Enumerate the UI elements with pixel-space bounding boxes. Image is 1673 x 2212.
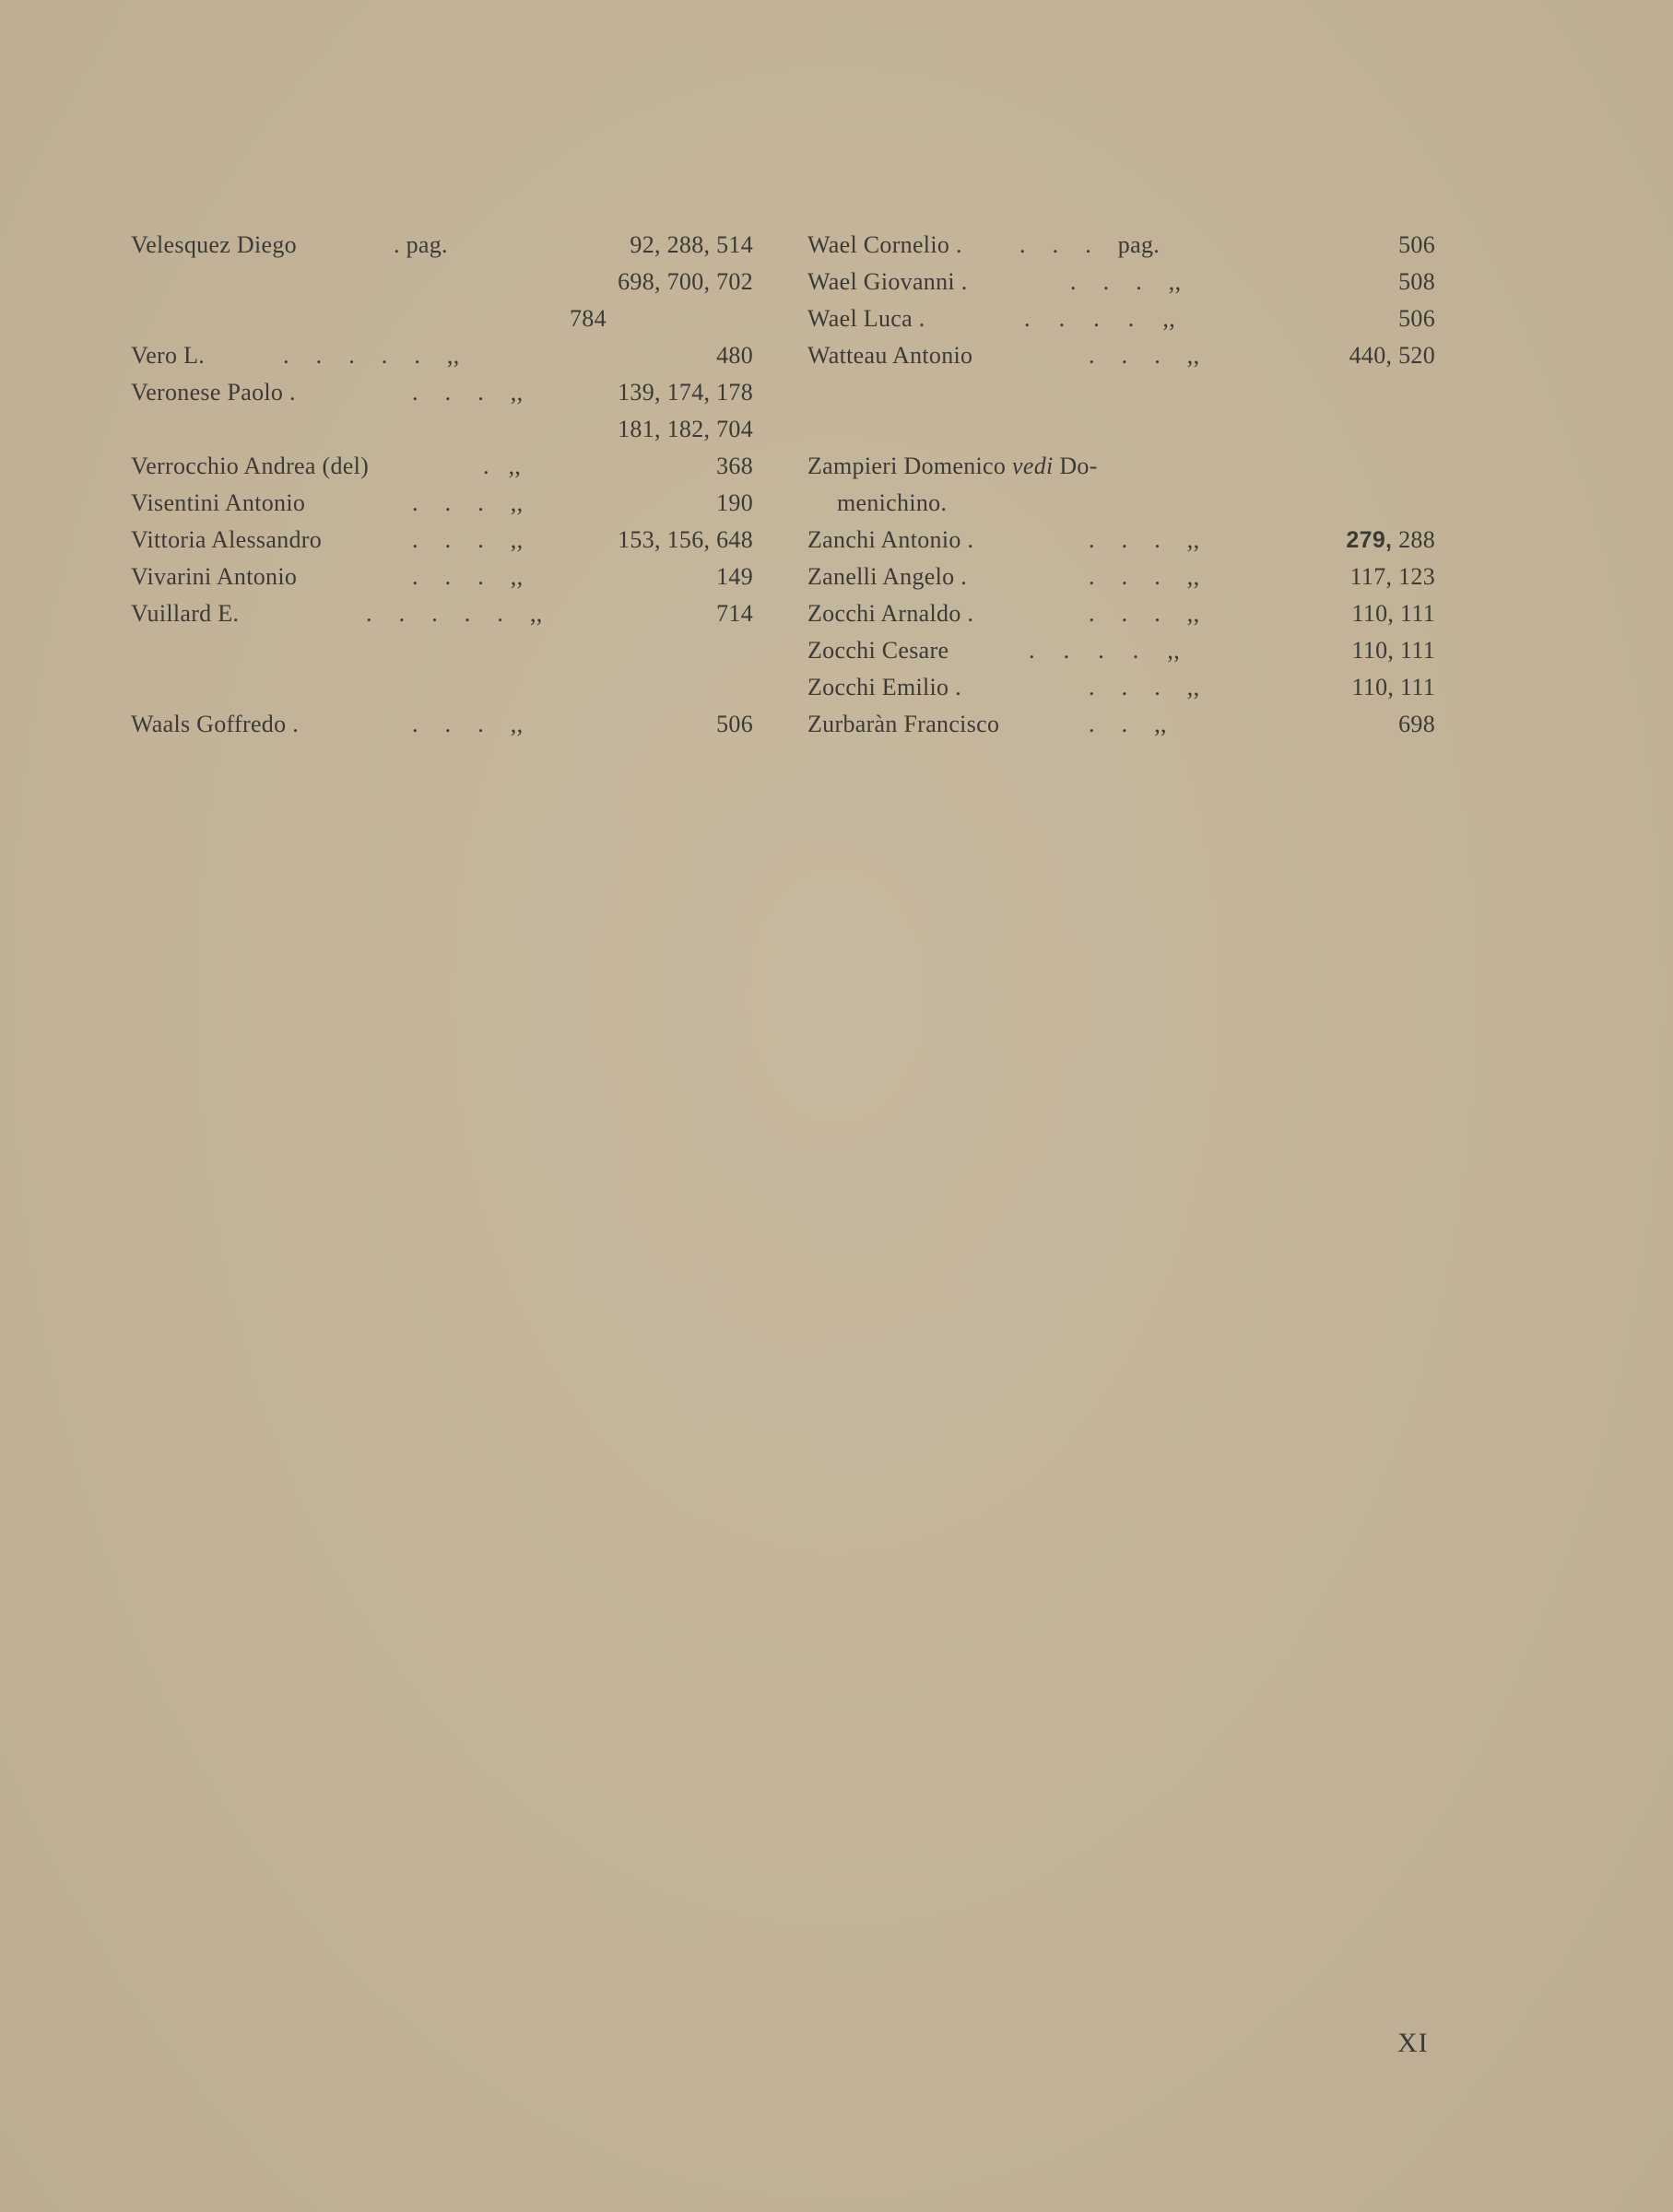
index-entry — [807, 559, 1453, 595]
entry-leader: . . . ,, — [1089, 600, 1200, 627]
entry-pages: 714 — [716, 600, 753, 627]
entry-name: Zocchi Cesare — [807, 637, 949, 664]
entry-name: Veronese Paolo . — [131, 379, 296, 406]
entry-pages: 117, 123 — [1349, 563, 1435, 590]
index-entry — [807, 448, 1453, 485]
bold-page-number: 279, — [1346, 527, 1393, 553]
index-column-right — [807, 227, 1453, 743]
spacer — [131, 632, 776, 669]
entry-name: Vivarini Antonio — [131, 563, 298, 590]
entry-name: Vuillard E. — [131, 600, 240, 627]
index-entry — [807, 706, 1453, 743]
entry-pages: 506 — [1398, 305, 1435, 332]
entry-pages: 92, 288, 514 — [630, 231, 753, 258]
entry-pages: 110, 111 — [1351, 637, 1435, 664]
index-entry — [807, 300, 1453, 337]
entry-leader: . . . ,, — [1089, 674, 1200, 700]
entry-leader: . . . ,, — [412, 489, 524, 516]
index-entry — [131, 706, 776, 743]
entry-name-text: Zampieri Domenico — [807, 453, 1007, 479]
entry-leader: . . . ,, — [412, 379, 524, 406]
entry-pages: 153, 156, 648 — [618, 526, 753, 553]
entry-name: Vero L. — [131, 342, 206, 369]
spacer — [807, 374, 1453, 411]
entry-leader: . . . ,, — [1089, 342, 1200, 369]
entry-name: Wael Cornelio . — [807, 231, 962, 258]
entry-name-text: Do- — [1059, 453, 1098, 479]
entry-name: Zanchi Antonio . — [807, 526, 974, 553]
entry-name: Visentini Antonio — [131, 489, 306, 516]
entry-pages: 149 — [716, 563, 753, 590]
index-entry — [131, 522, 776, 559]
entry-leader: . . . ,, — [412, 526, 524, 553]
entry-leader: . . . . . ,, — [366, 600, 543, 627]
index-entry — [131, 374, 776, 411]
entry-pages: 508 — [1398, 268, 1435, 295]
entry-pages: 368 — [716, 453, 753, 479]
entry-leader: . pag. — [394, 231, 448, 258]
index-entry — [131, 559, 776, 595]
index-entry — [807, 669, 1453, 706]
entry-pages: 480 — [716, 342, 753, 369]
index-entry — [807, 485, 1453, 522]
entry-pages: 181, 182, 704 — [618, 416, 753, 442]
entry-name: Waals Goffredo . — [131, 711, 300, 737]
entry-pages: 139, 174, 178 — [618, 379, 753, 406]
entry-name: Zanelli Angelo . — [807, 563, 968, 590]
index-entry — [131, 264, 776, 300]
index-column-left — [131, 227, 776, 743]
entry-pages: 698 — [1398, 711, 1435, 737]
entry-leader: . . . ,, — [1089, 563, 1200, 590]
entry-name-continuation: menichino. — [837, 489, 948, 516]
entry-name: Wael Luca . — [807, 305, 925, 332]
entry-name: Vittoria Alessandro — [131, 526, 323, 553]
entry-leader: . . . ,, — [412, 563, 524, 590]
index-entry — [807, 632, 1453, 669]
index-entry — [807, 337, 1453, 374]
entry-name: Zurbaràn Francisco — [807, 711, 1000, 737]
entry-name: Zocchi Emilio . — [807, 674, 961, 700]
entry-leader: . . . . ,, — [1029, 637, 1180, 664]
entry-leader: . . . . . ,, — [283, 342, 460, 369]
page-number: 288 — [1398, 526, 1435, 553]
entry-name: Zocchi Arnaldo . — [807, 600, 974, 627]
index-entry — [131, 448, 776, 485]
entry-leader: . . ,, — [1089, 711, 1167, 737]
entry-pages: 784 — [570, 305, 607, 332]
entry-name — [807, 448, 1098, 485]
entry-pages: 190 — [716, 489, 753, 516]
entry-leader: . . . ,, — [1070, 268, 1182, 295]
index-entry — [807, 227, 1453, 264]
entry-leader: . . . ,, — [412, 711, 524, 737]
entry-pages: 506 — [1398, 231, 1435, 258]
entry-leader: . . . ,, — [1089, 526, 1200, 553]
cross-reference: vedi — [1012, 453, 1054, 479]
entry-name: Watteau Antonio — [807, 342, 973, 369]
entry-name: Verrocchio Andrea (del) — [131, 453, 370, 479]
index-entry — [131, 337, 776, 374]
entry-pages: 110, 111 — [1351, 600, 1435, 627]
entry-leader: . . . . ,, — [1024, 305, 1175, 332]
entry-pages: 506 — [716, 711, 753, 737]
entry-leader: . ,, — [483, 453, 522, 479]
index-entry — [807, 522, 1453, 559]
entry-leader: . . . pag. — [1019, 231, 1160, 258]
spacer — [807, 411, 1453, 448]
entry-pages — [1241, 522, 1435, 559]
index-entry — [131, 485, 776, 522]
entry-name: Velesquez Diego — [131, 231, 297, 258]
entry-name: Wael Giovanni . — [807, 268, 968, 295]
index-entry — [131, 300, 776, 337]
entry-pages: 440, 520 — [1349, 342, 1435, 369]
index-entry — [807, 595, 1453, 632]
index-entry — [807, 264, 1453, 300]
entry-pages: 698, 700, 702 — [618, 268, 753, 295]
entry-pages: 110, 111 — [1351, 674, 1435, 700]
index-entry — [131, 411, 776, 448]
spacer — [131, 669, 776, 706]
page-folio: XI — [1397, 2028, 1429, 2058]
index-entry — [131, 595, 776, 632]
index-entry — [131, 227, 776, 264]
